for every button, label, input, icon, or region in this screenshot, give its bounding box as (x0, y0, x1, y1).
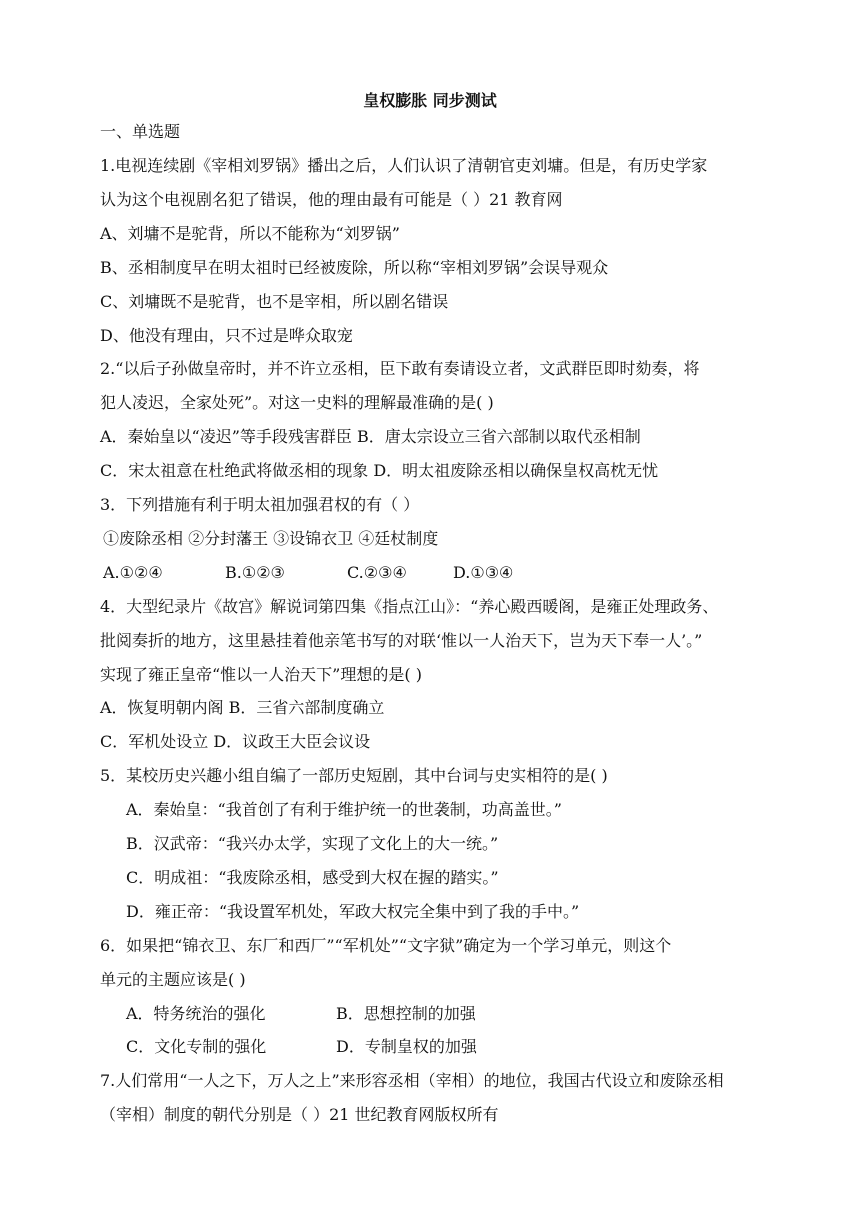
question-1-option-d: D、他没有理由，只不过是哗众取宠 (100, 326, 353, 345)
question-4-stem-line-2: 批阅奏折的地方，这里悬挂着他亲笔书写的对联‘惟以一人治天下，岂为天下奉一人’。” (100, 631, 703, 650)
question-6-stem-line-2: 单元的主题应该是( ) (100, 970, 246, 989)
question-4-options-cd: C．军机处设立 D．议政王大臣会议设 (100, 732, 371, 751)
question-3-stem: 3．下列措施有利于明太祖加强君权的有（ ） (100, 495, 420, 514)
question-3-option-c: C.②③④ (347, 563, 407, 582)
question-6-option-a: A．特务统治的强化 (126, 1004, 266, 1023)
question-6-options-cd (126, 1036, 806, 1058)
question-4-stem-line-3: 实现了雍正皇帝“惟以一人治天下”理想的是( ) (100, 665, 422, 684)
question-2-stem-line-1: 2.“以后子孙做皇帝时，并不许立丞相，臣下敢有奏请设立者，文武群臣即时劾奏，将 (100, 359, 700, 378)
question-1-option-b: B、丞相制度早在明太祖时已经被废除，所以称“宰相刘罗锅”会误导观众 (100, 258, 609, 277)
question-2-options-ab: A．秦始皇以“凌迟”等手段残害群臣 B．唐太宗设立三省六部制以取代丞相制 (100, 427, 641, 446)
question-2-options-cd: C．宋太祖意在杜绝武将做丞相的现象 D．明太祖废除丞相以确保皇权高枕无忧 (100, 461, 659, 480)
question-3-items: ①废除丞相 ②分封藩王 ③设锦衣卫 ④廷杖制度 (103, 529, 439, 548)
question-5-option-b: B．汉武帝：“我兴办太学，实现了文化上的大一统。” (126, 834, 499, 853)
question-1-option-c: C、刘墉既不是驼背，也不是宰相，所以剧名错误 (100, 292, 449, 311)
question-7-stem-line-1: 7.人们常用“一人之下，万人之上”来形容丞相（宰相）的地位，我国古代设立和废除丞相 (100, 1071, 724, 1090)
question-5-option-d: D．雍正帝：“我设置军机处，军政大权完全集中到了我的手中。” (126, 902, 580, 921)
question-6-option-c: C．文化专制的强化 (126, 1037, 267, 1056)
question-3-option-a: A.①②④ (103, 563, 163, 582)
question-6-option-d: D．专制皇权的加强 (336, 1037, 477, 1056)
question-4-options-ab: A．恢复明朝内阁 B．三省六部制度确立 (100, 698, 385, 717)
question-5-option-c: C．明成祖：“我废除丞相，感受到大权在握的踏实。” (126, 868, 499, 887)
question-1-option-a: A、刘墉不是驼背，所以不能称为“刘罗锅” (100, 224, 400, 243)
section-heading: 一、单选题 (100, 122, 181, 141)
question-6-stem-line-1: 6．如果把“锦衣卫、东厂和西厂”“军机处”“文字狱”确定为一个学习单元，则这个 (100, 936, 672, 955)
question-4-stem-line-1: 4．大型纪录片《故宫》解说词第四集《指点江山》：“养心殿西暖阁，是雍正处理政务、 (100, 597, 719, 616)
page-title: 皇权膨胀 同步测试 (363, 91, 497, 110)
question-5-option-a: A．秦始皇：“我首创了有利于维护统一的世袭制，功高盖世。” (126, 800, 562, 819)
question-1-stem-line-2: 认为这个电视剧名犯了错误，他的理由最有可能是（ ）21 教育网 (100, 190, 563, 209)
question-2-stem-line-2: 犯人凌迟，全家处死”。对这一史料的理解最准确的是( ) (100, 393, 494, 412)
question-3-options (103, 562, 783, 584)
question-7-stem-line-2: （宰相）制度的朝代分别是（ ）21 世纪教育网版权所有 (100, 1105, 499, 1124)
question-6-option-b: B．思想控制的加强 (336, 1004, 476, 1023)
question-5-stem: 5．某校历史兴趣小组自编了一部历史短剧，其中台词与史实相符的是( ) (100, 766, 608, 785)
question-6-options-ab (126, 1003, 806, 1025)
question-3-option-b: B.①②③ (225, 563, 285, 582)
question-1-stem-line-1: 1.电视连续剧《宰相刘罗锅》播出之后，人们认识了清朝官吏刘墉。但是，有历史学家 (100, 156, 708, 175)
question-3-option-d: D.①③④ (453, 563, 514, 582)
